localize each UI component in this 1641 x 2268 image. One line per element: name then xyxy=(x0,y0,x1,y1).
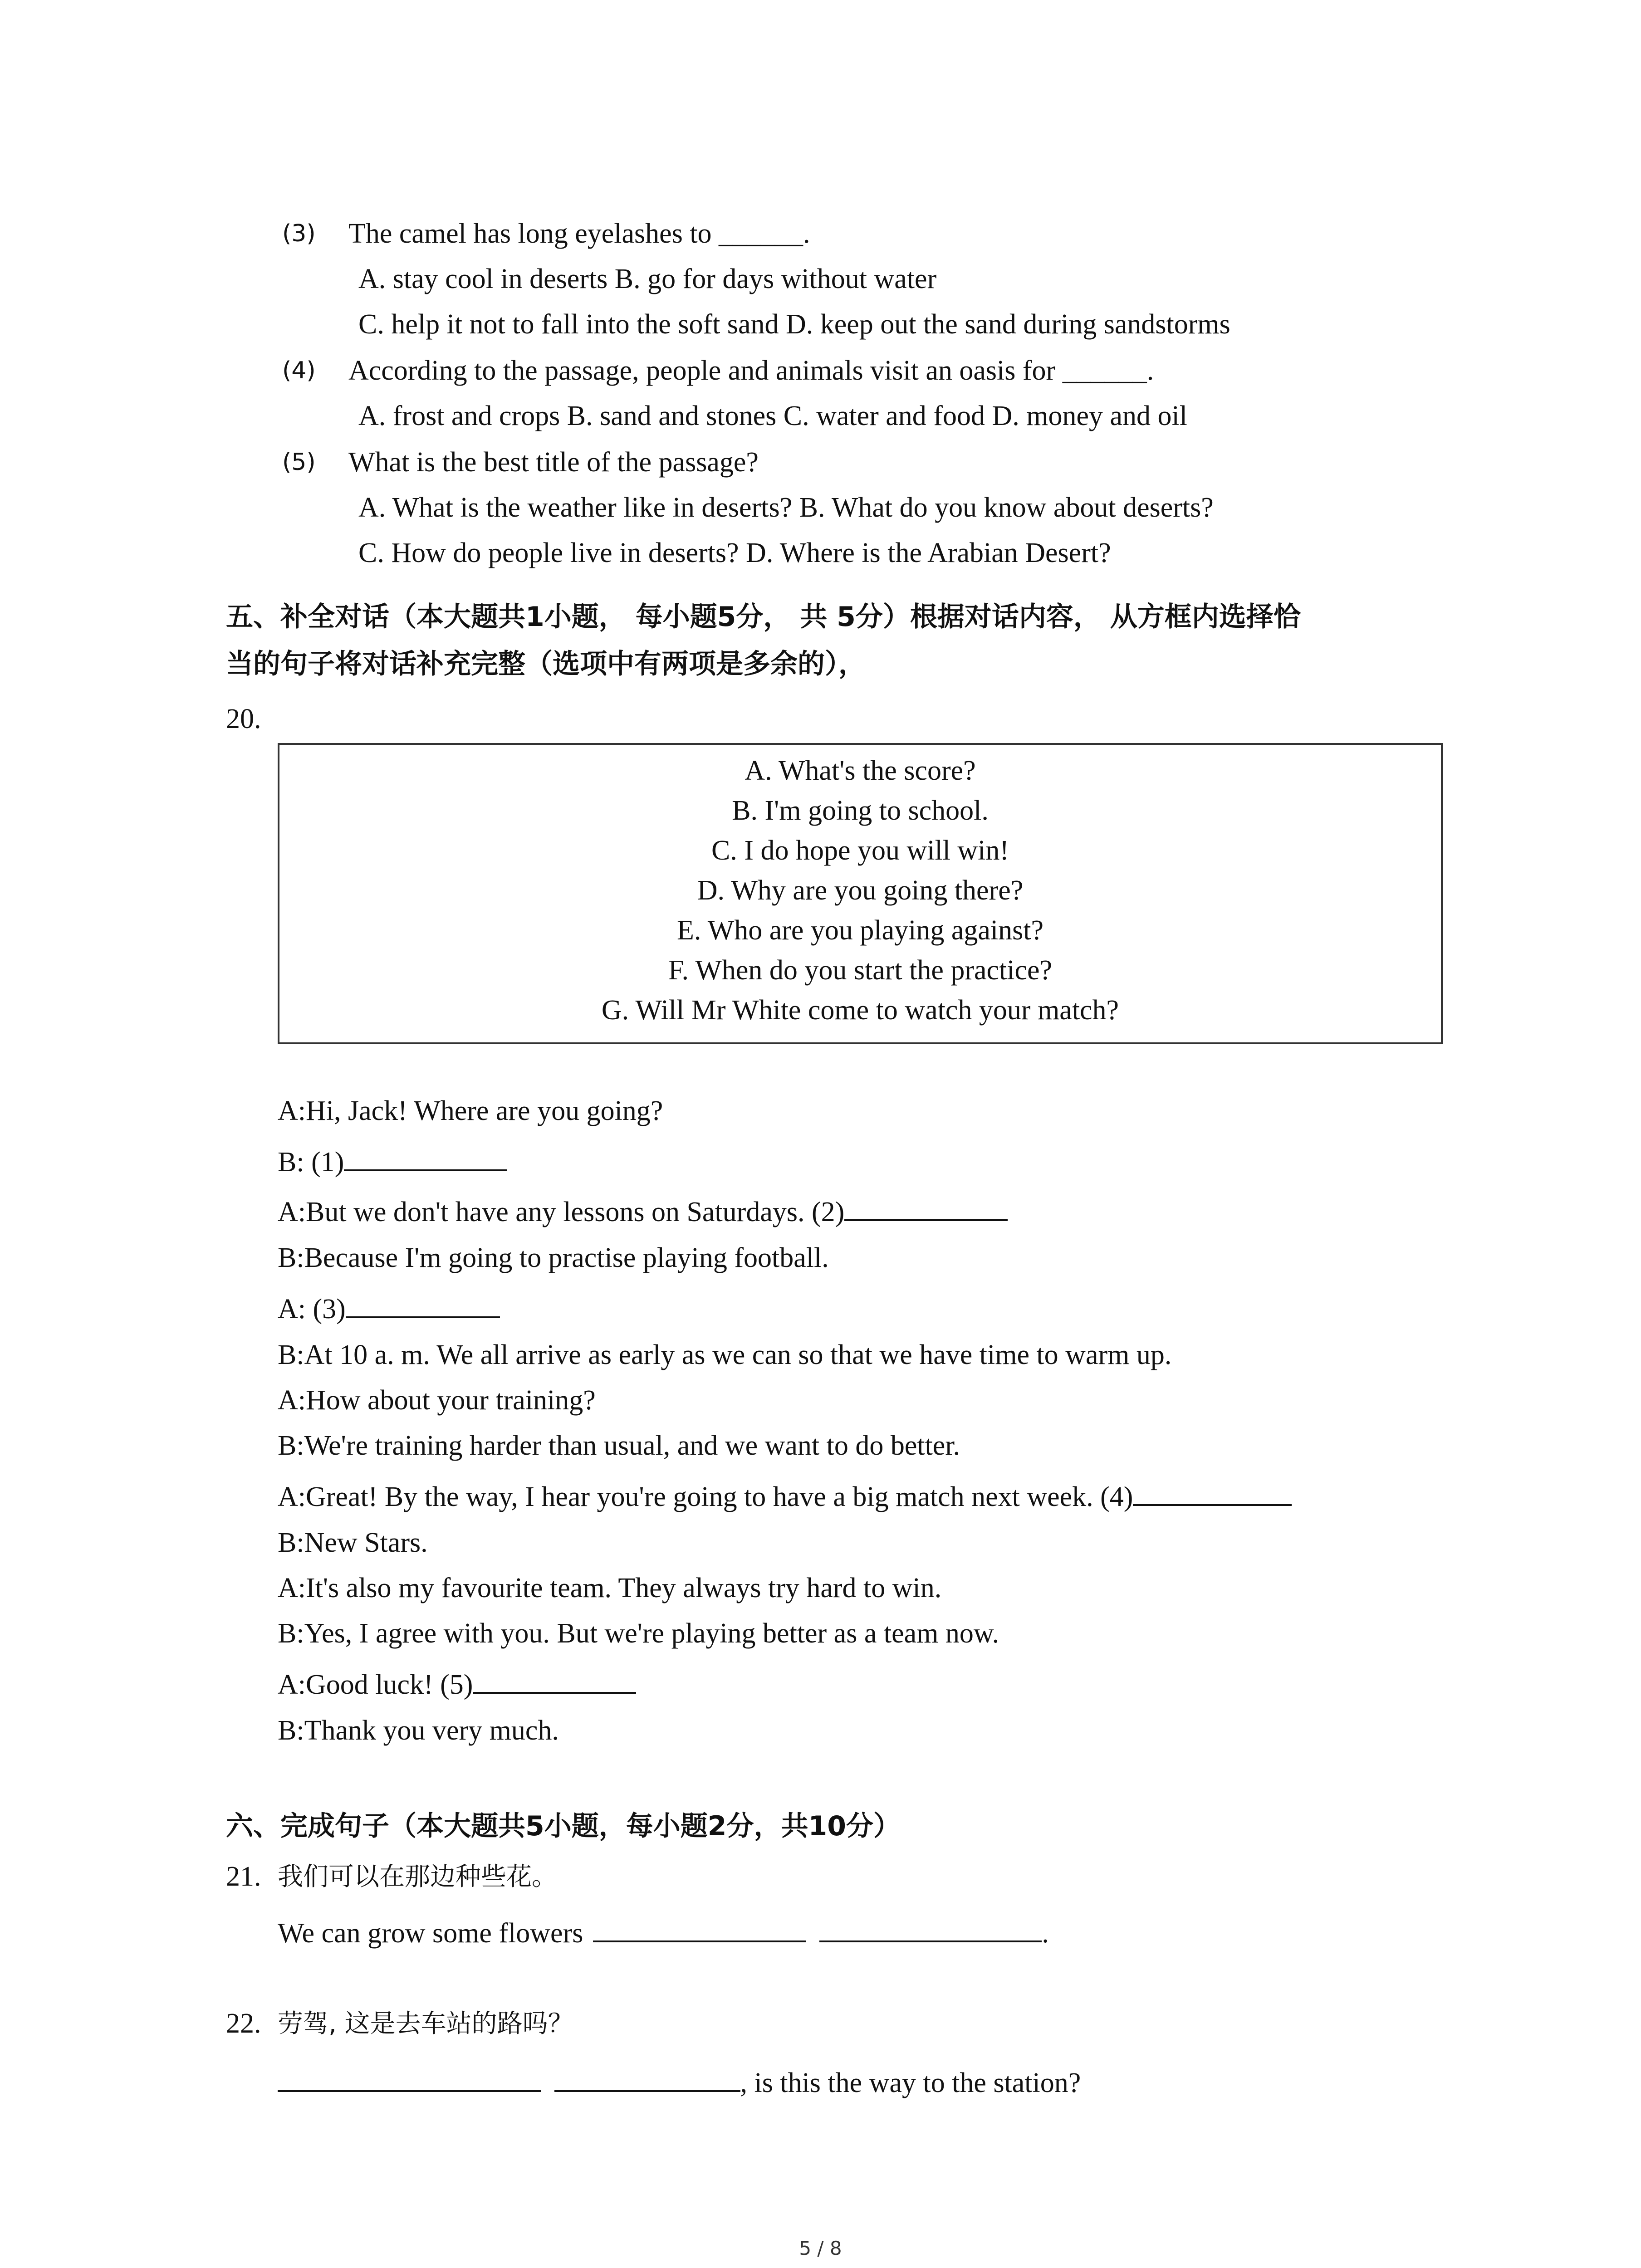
sentence-line: , is this the way to the station? xyxy=(278,2065,1081,2100)
question-stem: According to the passage, people and animals visit an oasis for ______. xyxy=(348,355,1154,386)
option-item: A. What's the score? xyxy=(745,755,976,786)
option-item: G. Will Mr White come to watch your match? xyxy=(601,995,1119,1026)
question-stem: What is the best title of the passage? xyxy=(348,447,759,478)
dialogue-line: A:It's also my favourite team. They always try hard to win. xyxy=(278,1573,942,1603)
page-number: 5 / 8 xyxy=(799,2237,842,2259)
option-item: B. I'm going to school. xyxy=(732,795,989,826)
sentence-line: We can grow some flowers . xyxy=(278,1915,1049,1950)
question-number: 21. xyxy=(226,1861,261,1892)
dialogue-line: A: (3) xyxy=(278,1291,500,1326)
dialogue-line: A:Hi, Jack! Where are you going? xyxy=(278,1095,663,1126)
option-item: C. I do hope you will win! xyxy=(711,835,1009,866)
dialogue-line: B:New Stars. xyxy=(278,1527,428,1558)
question-number: (4) xyxy=(282,357,316,384)
answer-blank[interactable] xyxy=(473,1667,636,1694)
dialogue-line: B:We're training harder than usual, and we want to do better. xyxy=(278,1430,960,1461)
dialogue-line: A:How about your training? xyxy=(278,1385,596,1416)
question-stem: The camel has long eyelashes to ______. xyxy=(348,218,810,249)
question-number: 20. xyxy=(226,704,261,734)
dialogue-line: A:Good luck! (5) xyxy=(278,1667,636,1701)
option-item: E. Who are you playing against? xyxy=(676,915,1044,946)
answer-options: A. What is the weather like in deserts? B. What do you know about deserts? xyxy=(358,492,1214,523)
answer-blank[interactable] xyxy=(346,1291,500,1318)
dialogue-line: B:Because I'm going to practise playing football. xyxy=(278,1242,829,1273)
dialogue-line: A:But we don't have any lessons on Saturdays. (2) xyxy=(278,1194,1008,1229)
chinese-prompt: 我们可以在那边种些花。 xyxy=(278,1862,557,1892)
option-item: F. When do you start the practice? xyxy=(668,955,1053,986)
chinese-prompt: 劳驾, 这是去车站的路吗？ xyxy=(278,2009,573,2038)
answer-blank[interactable] xyxy=(593,1915,806,1942)
question-number: (5) xyxy=(282,449,316,476)
dialogue-line: B:Thank you very much. xyxy=(278,1715,559,1746)
dialogue-line: A:Great! By the way, I hear you're going to have a big match next week. (4) xyxy=(278,1479,1292,1514)
dialogue-line: B: (1) xyxy=(278,1144,507,1179)
answer-blank[interactable] xyxy=(819,1915,1042,1942)
section-heading: 六、完成句子（本大题共5小题，每小题2分，共10分） xyxy=(226,1810,901,1842)
option-item: D. Why are you going there? xyxy=(697,875,1024,906)
answer-options: C. help it not to fall into the soft sand D. keep out the sand during sandstorms xyxy=(358,309,1230,340)
answer-options: A. frost and crops B. sand and stones C. water and food D. money and oil xyxy=(358,401,1187,431)
question-number: (3) xyxy=(282,220,316,247)
options-box xyxy=(278,743,1443,1044)
dialogue-line: B:At 10 a. m. We all arrive as early as we can so that we have time to warm up. xyxy=(278,1339,1172,1370)
answer-blank[interactable] xyxy=(1133,1479,1292,1506)
answer-options: C. How do people live in deserts? D. Where is the Arabian Desert? xyxy=(358,538,1111,568)
section-heading: 五、补全对话（本大题共1小题， 每小题5分， 共 5分）根据对话内容， 从方框内选择恰 xyxy=(226,601,1301,633)
answer-blank[interactable] xyxy=(344,1144,507,1171)
answer-blank[interactable] xyxy=(278,2065,541,2092)
section-heading: 当的句子将对话补充完整（选项中有两项是多余的）， xyxy=(226,648,866,680)
dialogue-line: B:Yes, I agree with you. But we're playing better as a team now. xyxy=(278,1618,999,1649)
answer-blank[interactable] xyxy=(844,1194,1008,1221)
answer-blank[interactable] xyxy=(554,2065,740,2092)
answer-options: A. stay cool in deserts B. go for days without water xyxy=(358,264,937,294)
question-number: 22. xyxy=(226,2008,261,2039)
